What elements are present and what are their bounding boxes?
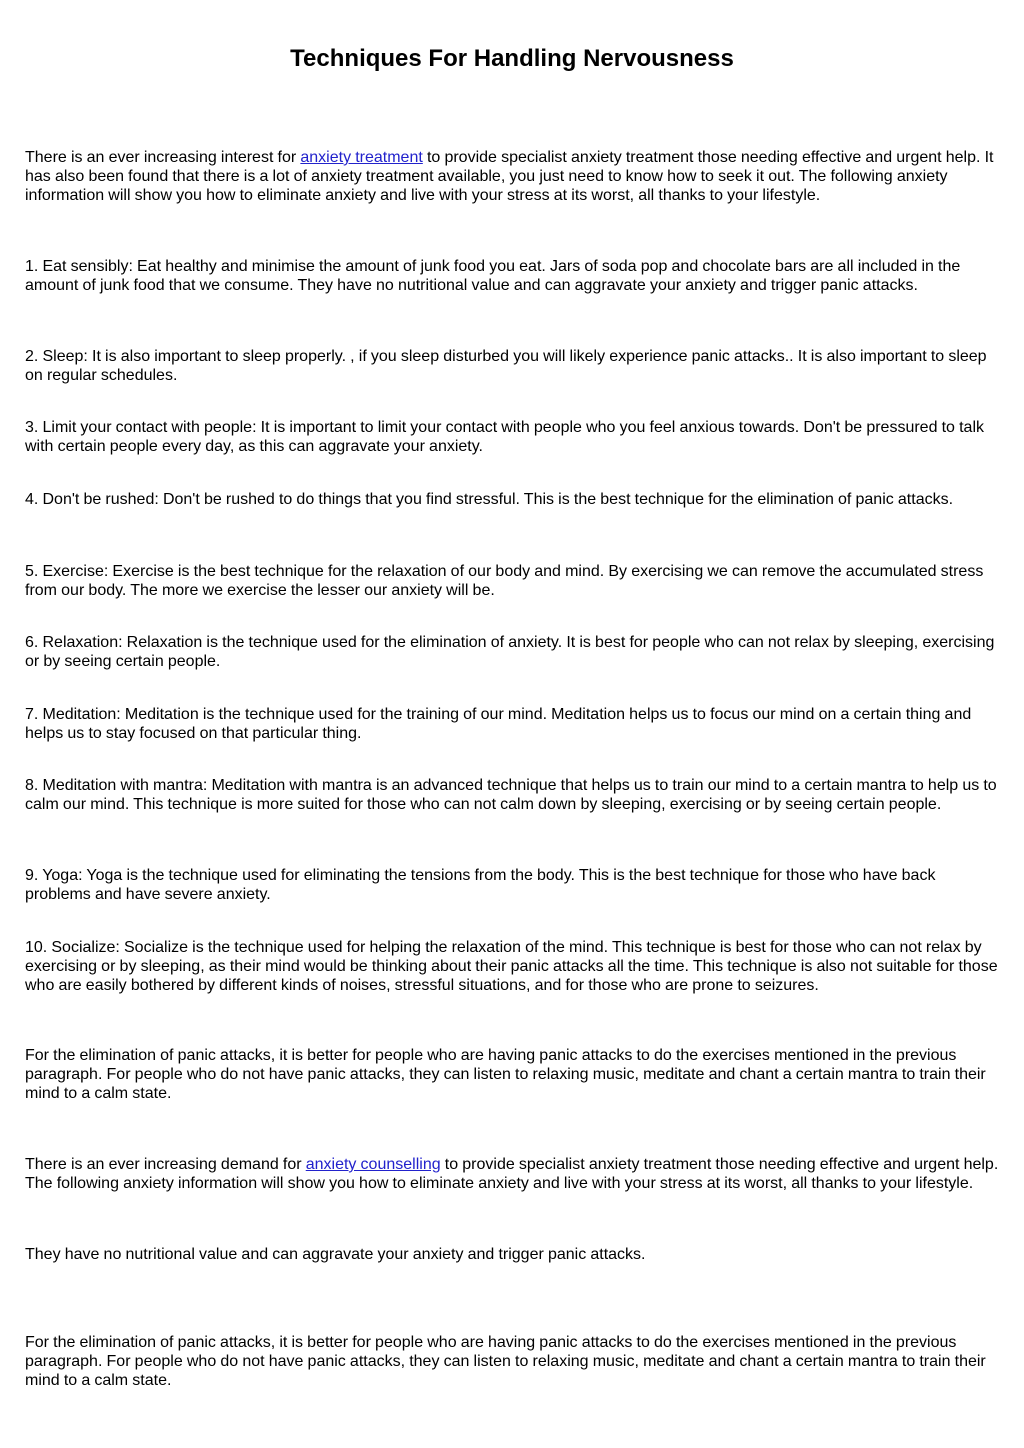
counselling-text-before: There is an ever increasing demand for bbox=[25, 1156, 306, 1173]
list-item-exercise: 5. Exercise: Exercise is the best technique for the relaxation of our body and mind. By exercising we can remove the accumulated stress from our body. The more we exercise the lesser our anxiety will be. bbox=[25, 563, 984, 599]
intro-text-after: to provide specialist anxiety treatment those needing effective and urgent help. It has also been found that there is a lot of anxiety treatment available, you just need to know how to seek it out. The following anxiety information will show you how to eliminate anxiety and live with your stress at its worst, all thanks to your lifestyle. bbox=[25, 149, 994, 204]
intro-paragraph bbox=[25, 148, 1003, 205]
list-item-dont-be-rushed: 4. Don't be rushed: Don't be rushed to do things that you find stressful. This is the best technique for the elimination of panic attacks. bbox=[25, 491, 954, 508]
intro-text-before: There is an ever increasing interest for bbox=[25, 149, 301, 166]
list-item-socialize: 10. Socialize: Socialize is the technique used for helping the relaxation of the mind. This technique is best for those who can not relax by exercising or by sleeping, as their mind would be thinking about their panic attacks all the time. This technique is also not suitable for those who are easily bothered by different kinds of noises, stressful situations, and for those who are prone to seizures. bbox=[25, 939, 998, 994]
counselling-paragraph bbox=[25, 1155, 1003, 1193]
nutrition-note-paragraph: They have no nutritional value and can aggravate your anxiety and trigger panic attacks. bbox=[25, 1246, 646, 1263]
conclusion-paragraph-2: For the elimination of panic attacks, it is better for people who are having panic attacks to do the exercises mentioned in the previous paragraph. For people who do not have panic attacks, they can listen to relaxing music, meditate and chant a certain mantra to train their mind to a calm state. bbox=[25, 1334, 986, 1389]
list-item-meditation: 7. Meditation: Meditation is the technique used for the training of our mind. Meditation helps us to focus our mind on a certain thing and helps us to stay focused on that particular thing. bbox=[25, 706, 972, 742]
list-item-eat-sensibly: 1. Eat sensibly: Eat healthy and minimise the amount of junk food you eat. Jars of soda pop and chocolate bars are all included in the amount of junk food that we consume. They have no nutritional value and can aggravate your anxiety and trigger panic attacks. bbox=[25, 258, 961, 294]
anxiety-counselling-link[interactable]: anxiety counselling bbox=[305, 1156, 441, 1173]
conclusion-paragraph-1: For the elimination of panic attacks, it is better for people who are having panic attacks to do the exercises mentioned in the previous paragraph. For people who do not have panic attacks, they can listen to relaxing music, meditate and chant a certain mantra to train their mind to a calm state. bbox=[25, 1047, 986, 1102]
list-item-yoga: 9. Yoga: Yoga is the technique used for eliminating the tensions from the body. This is the best technique for those who have back problems and have severe anxiety. bbox=[25, 867, 936, 903]
counselling-text-after: to provide specialist anxiety treatment those needing effective and urgent help. The following anxiety information will show you how to eliminate anxiety and live with your stress at its worst, all thanks to your lifestyle. bbox=[25, 1156, 999, 1192]
list-item-meditation-mantra: 8. Meditation with mantra: Meditation with mantra is an advanced technique that helps us to train our mind to a certain mantra to help us to calm our mind. This technique is more suited for those who can not calm down by sleeping, exercising or by seeing certain people. bbox=[25, 777, 997, 813]
list-item-sleep: 2. Sleep: It is also important to sleep properly. , if you sleep disturbed you will likely experience panic attacks.. It is also important to sleep on regular schedules. bbox=[25, 348, 987, 384]
anxiety-treatment-link[interactable]: anxiety treatment bbox=[300, 149, 423, 166]
page-title: Techniques For Handling Nervousness bbox=[290, 45, 734, 72]
list-item-relaxation: 6. Relaxation: Relaxation is the technique used for the elimination of anxiety. It is best for people who can not relax by sleeping, exercising or by seeing certain people. bbox=[25, 634, 995, 670]
list-item-limit-contact: 3. Limit your contact with people: It is important to limit your contact with people who you feel anxious towards. Don't be pressured to talk with certain people every day, as this can aggravate your anxiety. bbox=[25, 419, 985, 455]
